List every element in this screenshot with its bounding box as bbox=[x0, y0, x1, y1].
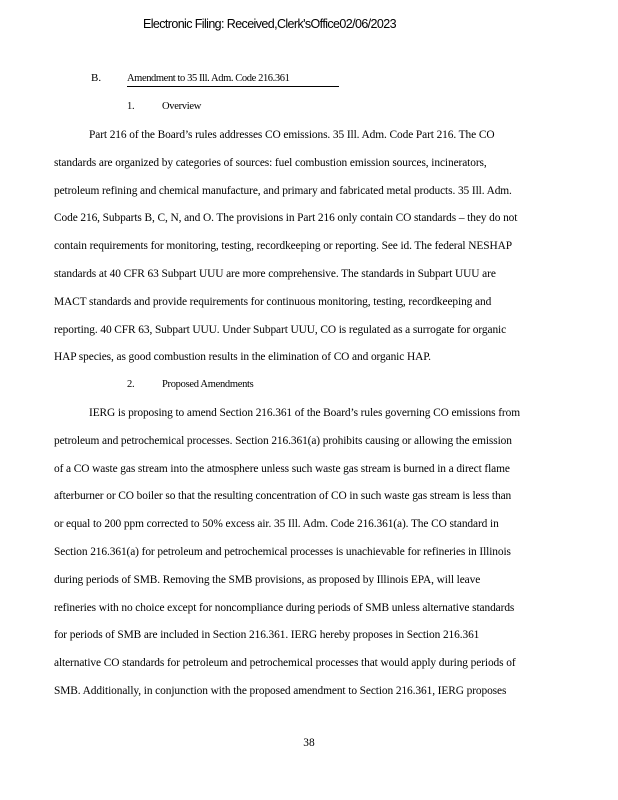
paragraph-line: afterburner or CO boiler so that the resulting concentration of CO in such waste gas stream is less than bbox=[54, 490, 512, 503]
paragraph-line: or equal to 200 ppm corrected to 50% excess air. 35 Ill. Adm. Code 216.361(a). The CO standard in bbox=[54, 518, 499, 531]
page-number: 38 bbox=[303, 737, 315, 749]
paragraph-line: for periods of SMB are included in Section 216.361. IERG hereby proposes in Section 216.361 bbox=[54, 629, 480, 642]
paragraph-line: Section 216.361(a) for petroleum and petrochemical processes is unachievable for refineries in Illinois bbox=[54, 545, 511, 558]
section-title: Amendment to 35 Ill. Adm. Code 216.361 bbox=[127, 72, 339, 87]
subsection-title: Overview bbox=[162, 101, 202, 112]
proposed-amendments-paragraph bbox=[54, 406, 564, 712]
overview-paragraph bbox=[54, 128, 564, 378]
paragraph-line: Part 216 of the Board’s rules addresses CO emissions. 35 Ill. Adm. Code Part 216. The CO bbox=[89, 129, 495, 141]
subsection-number: 1. bbox=[127, 101, 135, 112]
paragraph-line: standards at 40 CFR 63 Subpart UUU are more comprehensive. The standards in Subpart UUU are bbox=[54, 267, 496, 280]
paragraph-line: MACT standards and provide requirements for continuous monitoring, testing, recordkeeping and bbox=[54, 295, 492, 308]
paragraph-line: contain requirements for monitoring, testing, recordkeeping or reporting. See id. The federal NESHAP bbox=[54, 240, 512, 253]
paragraph-line: during periods of SMB. Removing the SMB provisions, as proposed by Illinois EPA, will leave bbox=[54, 573, 481, 586]
paragraph-line: refineries with no choice except for noncompliance during periods of SMB unless alternative standards bbox=[54, 601, 515, 614]
paragraph-line: IERG is proposing to amend Section 216.361 of the Board’s rules governing CO emissions from bbox=[89, 407, 520, 419]
paragraph-line: petroleum and petrochemical processes. Section 216.361(a) prohibits causing or allowing the emission bbox=[54, 434, 512, 447]
paragraph-line: HAP species, as good combustion results in the elimination of CO and organic HAP. bbox=[54, 351, 431, 364]
paragraph-line: of a CO waste gas stream into the atmosphere unless such waste gas stream is burned in a direct flame bbox=[54, 462, 510, 475]
paragraph-line: SMB. Additionally, in conjunction with the proposed amendment to Section 216.361, IERG proposes bbox=[54, 684, 507, 697]
paragraph-line: reporting. 40 CFR 63, Subpart UUU. Under Subpart UUU, CO is regulated as a surrogate for organic bbox=[54, 323, 507, 336]
paragraph-line: standards are organized by categories of sources: fuel combustion emission sources, incinerators, bbox=[54, 156, 487, 169]
paragraph-line: Code 216, Subparts B, C, N, and O. The provisions in Part 216 only contain CO standards – they do not bbox=[54, 212, 518, 225]
paragraph-line: petroleum refining and chemical manufacture, and primary and fabricated metal products. 35 Ill. Adm. bbox=[54, 184, 512, 197]
paragraph-line: alternative CO standards for petroleum and petrochemical processes that would apply during periods of bbox=[54, 657, 516, 670]
subsection-number: 2. bbox=[127, 379, 135, 390]
section-letter: B. bbox=[91, 72, 102, 84]
subsection-title: Proposed Amendments bbox=[162, 379, 254, 390]
filing-stamp: Electronic Filing: Received,Clerk'sOffice02/06/2023 bbox=[143, 17, 396, 31]
